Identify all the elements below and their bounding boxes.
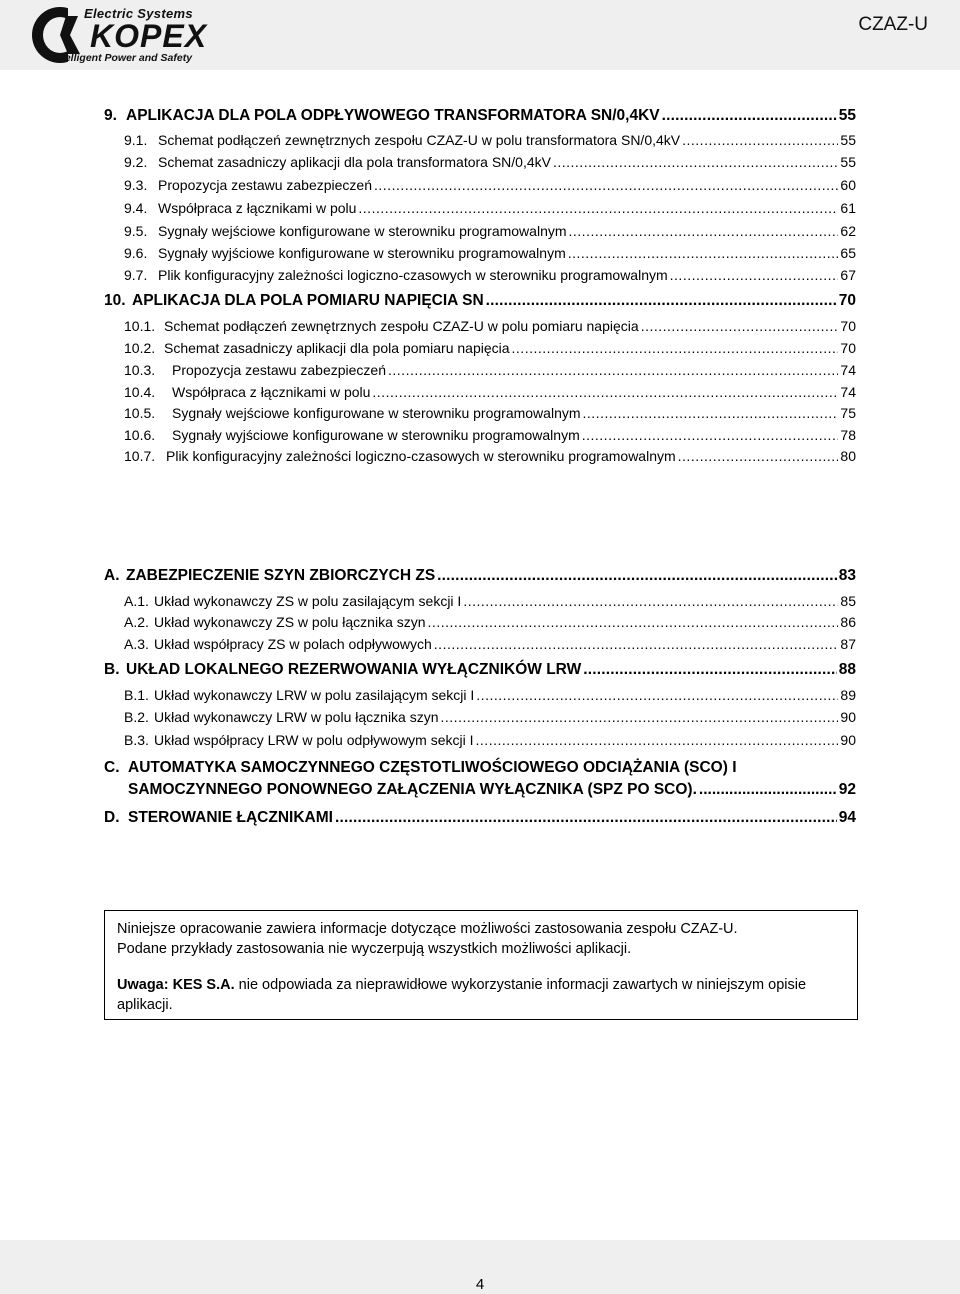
toc-number: B. (104, 661, 120, 678)
toc-number: B.1. (124, 687, 149, 703)
toc-title: Układ wykonawczy ZS w polu łącznika szyn (154, 614, 426, 630)
kopex-logo (30, 4, 208, 66)
toc-title: Sygnały wyjściowe konfigurowane w sterowniku programowalnym (172, 427, 580, 443)
toc-entry[interactable] (124, 708, 856, 726)
toc-page: 70 (840, 318, 856, 334)
toc-number: 10.5. (124, 405, 156, 421)
toc-page: 70 (838, 292, 856, 309)
toc-page: 80 (840, 448, 856, 464)
toc-entry[interactable] (104, 566, 856, 586)
toc-entry[interactable] (104, 106, 856, 126)
toc-number: 10.1. (124, 318, 156, 334)
toc-title: Schemat zasadniczy aplikacji dla pola pomiaru napięcia (164, 340, 510, 356)
toc-title: Układ wykonawczy ZS w polu zasilającym sekcji I (154, 593, 462, 609)
toc-leader (358, 199, 838, 217)
toc-page: 89 (840, 687, 856, 703)
toc-entry[interactable] (104, 808, 856, 828)
toc-page: 90 (840, 732, 856, 748)
toc-page: 90 (840, 709, 856, 725)
toc-number: 10.7. (124, 448, 156, 464)
toc-leader (441, 708, 839, 726)
toc-page: 87 (840, 636, 856, 652)
toc-entry[interactable] (124, 222, 856, 240)
toc-page: 75 (840, 405, 856, 421)
toc-leader (583, 660, 837, 680)
toc-entry[interactable] (124, 266, 856, 284)
toc-number: 9.4. (124, 200, 148, 216)
toc-leader (682, 131, 838, 149)
toc-entry[interactable] (124, 592, 856, 610)
toc-number: 9. (104, 107, 117, 124)
toc-entry[interactable] (124, 153, 856, 171)
toc-leader (662, 106, 837, 126)
toc-title: Propozycja zestawu zabezpieczeń (158, 177, 373, 193)
toc-title: STEROWANIE ŁĄCZNIKAMI (128, 809, 333, 826)
toc-leader (569, 222, 839, 240)
page-header (0, 0, 960, 70)
toc-title: Układ współpracy ZS w polach odpływowych (154, 636, 432, 652)
toc-number: 9.2. (124, 154, 148, 170)
toc-number: 10.2. (124, 340, 156, 356)
toc-page: 74 (840, 384, 856, 400)
warning-label: Uwaga: KES S.A. (117, 977, 235, 993)
toc-entry[interactable] (124, 131, 856, 149)
toc-page: 65 (840, 245, 856, 261)
toc-title: Współpraca z łącznikami w polu (172, 384, 371, 400)
toc-page: 62 (840, 223, 856, 239)
toc-leader (670, 266, 839, 284)
toc-page: 67 (840, 267, 856, 283)
toc-entry[interactable] (124, 447, 856, 465)
toc-page: 85 (840, 593, 856, 609)
toc-leader (476, 731, 839, 749)
toc-entry[interactable] (124, 339, 856, 357)
toc-leader (568, 244, 839, 262)
toc-leader (699, 779, 837, 801)
toc-entry[interactable] (124, 361, 856, 379)
toc-number: 10.4. (124, 384, 156, 400)
toc-leader (463, 592, 838, 610)
toc-title: ZABEZPIECZENIE SZYN ZBIORCZYCH ZS (126, 567, 436, 584)
toc-number: 10.3. (124, 362, 156, 378)
toc-number: C. (104, 759, 120, 776)
toc-leader (428, 613, 839, 631)
toc-title: Schemat zasadniczy aplikacji dla pola transformatora SN/0,4kV (158, 154, 551, 170)
toc-page: 86 (840, 614, 856, 630)
toc-page: 60 (840, 177, 856, 193)
toc-title: APLIKACJA DLA POLA POMIARU NAPIĘCIA SN (132, 292, 484, 309)
toc-leader (388, 361, 838, 379)
notice-line: Podane przykłady zastosowania nie wyczerpują wszystkich możliwości aplikacji. (117, 941, 632, 957)
warning-text: nie odpowiada za nieprawidłowe wykorzystanie informacji zawartych w niniejszym opisie aplikacji. (117, 977, 807, 1013)
toc-leader (434, 635, 839, 653)
toc-number: 9.3. (124, 177, 148, 193)
toc-number: 10.6. (124, 427, 156, 443)
toc-page: 94 (838, 809, 856, 826)
toc-number: D. (104, 809, 120, 826)
toc-entry[interactable] (104, 660, 856, 680)
toc-leader (512, 339, 839, 357)
toc-title: UKŁAD LOKALNEGO REZERWOWANIA WYŁĄCZNIKÓW LRW (126, 661, 582, 678)
notice-warning (117, 975, 845, 1015)
toc-title: Plik konfiguracyjny zależności logiczno-czasowych w sterowniku programowalnym (158, 267, 668, 283)
toc-entry[interactable] (124, 317, 856, 335)
toc-title: Układ wykonawczy LRW w polu zasilającym sekcji I (154, 687, 475, 703)
toc-title: APLIKACJA DLA POLA ODPŁYWOWEGO TRANSFORMATORA SN/0,4KV (126, 107, 660, 124)
toc-number: 9.5. (124, 223, 148, 239)
toc-title: Sygnały wejściowe konfigurowane w sterowniku programowalnym (172, 405, 581, 421)
toc-title-line2: SAMOCZYNNEGO PONOWNEGO ZAŁĄCZENIA WYŁĄCZNIKA (SPZ PO SCO). (128, 781, 697, 798)
toc-title-line1: AUTOMATYKA SAMOCZYNNEGO CZĘSTOTLIWOŚCIOWEGO ODCIĄŻANIA (SCO) I (128, 759, 737, 776)
toc-number: 9.6. (124, 245, 148, 261)
toc-entry[interactable] (124, 613, 856, 631)
toc-leader (374, 176, 838, 194)
toc-title: Plik konfiguracyjny zależności logiczno-czasowych w sterowniku programowalnym (166, 448, 676, 464)
toc-number: B.2. (124, 709, 149, 725)
page-number: 4 (475, 1276, 485, 1293)
toc-entry-multiline[interactable] (104, 757, 856, 801)
toc-leader (582, 426, 839, 444)
toc-leader (641, 317, 839, 335)
toc-title: Schemat podłączeń zewnętrznych zespołu CZAZ-U w polu pomiaru napięcia (164, 318, 639, 334)
toc-number: 9.1. (124, 132, 148, 148)
toc-page: 70 (840, 340, 856, 356)
toc-leader (486, 291, 837, 311)
toc-title: Współpraca z łącznikami w polu (158, 200, 357, 216)
toc-entry[interactable] (124, 426, 856, 444)
toc-title: Układ wykonawczy LRW w polu łącznika szyn (154, 709, 439, 725)
toc-entry[interactable] (124, 244, 856, 262)
toc-title: Sygnały wyjściowe konfigurowane w sterowniku programowalnym (158, 245, 566, 261)
toc-leader (476, 686, 838, 704)
toc-number: 10. (104, 292, 126, 309)
toc-entry[interactable] (124, 404, 856, 422)
toc-number: B.3. (124, 732, 149, 748)
toc-page: 55 (840, 132, 856, 148)
toc-number: A.1. (124, 593, 149, 609)
toc-title: Schemat podłączeń zewnętrznych zespołu CZAZ-U w polu transformatora SN/0,4kV (158, 132, 681, 148)
toc-page: 92 (838, 781, 856, 798)
toc-entry[interactable] (124, 686, 856, 704)
notice-spacer (117, 959, 845, 975)
toc-leader (372, 383, 838, 401)
toc-leader (583, 404, 839, 422)
toc-page: 61 (840, 200, 856, 216)
toc-number: A.3. (124, 636, 149, 652)
notice-line: Niniejsze opracowanie zawiera informacje dotyczące możliwości zastosowania zespołu CZAZ-U. (117, 921, 738, 937)
toc-leader (335, 808, 837, 828)
toc-title: Sygnały wejściowe konfigurowane w sterowniku programowalnym (158, 223, 567, 239)
notice-box (104, 910, 858, 1020)
toc-title: Propozycja zestawu zabezpieczeń (172, 362, 387, 378)
document-id: CZAZ-U (858, 14, 928, 35)
toc-entry[interactable] (124, 199, 856, 217)
logo-wordmark: KOPEX (90, 18, 208, 54)
toc-entry[interactable] (104, 291, 856, 311)
toc-number: 9.7. (124, 267, 148, 283)
toc-page: 55 (838, 107, 856, 124)
toc-page: 88 (838, 661, 856, 678)
toc-entry[interactable] (124, 731, 856, 749)
toc-leader (678, 447, 839, 465)
toc-number: A. (104, 567, 120, 584)
toc-page: 78 (840, 427, 856, 443)
toc-leader (437, 566, 837, 586)
toc-page: 83 (838, 567, 856, 584)
toc-entry[interactable] (124, 383, 856, 401)
toc-title: Układ współpracy LRW w polu odpływowym sekcji I (154, 732, 474, 748)
toc-entry[interactable] (124, 635, 856, 653)
logo-tagline: Intelligent Power and Safety (52, 52, 193, 64)
toc-number: A.2. (124, 614, 149, 630)
toc-leader (553, 153, 838, 171)
logo-subtitle: Electric Systems (84, 6, 193, 21)
toc-page: 74 (840, 362, 856, 378)
toc-page: 55 (840, 154, 856, 170)
toc-entry[interactable] (124, 176, 856, 194)
